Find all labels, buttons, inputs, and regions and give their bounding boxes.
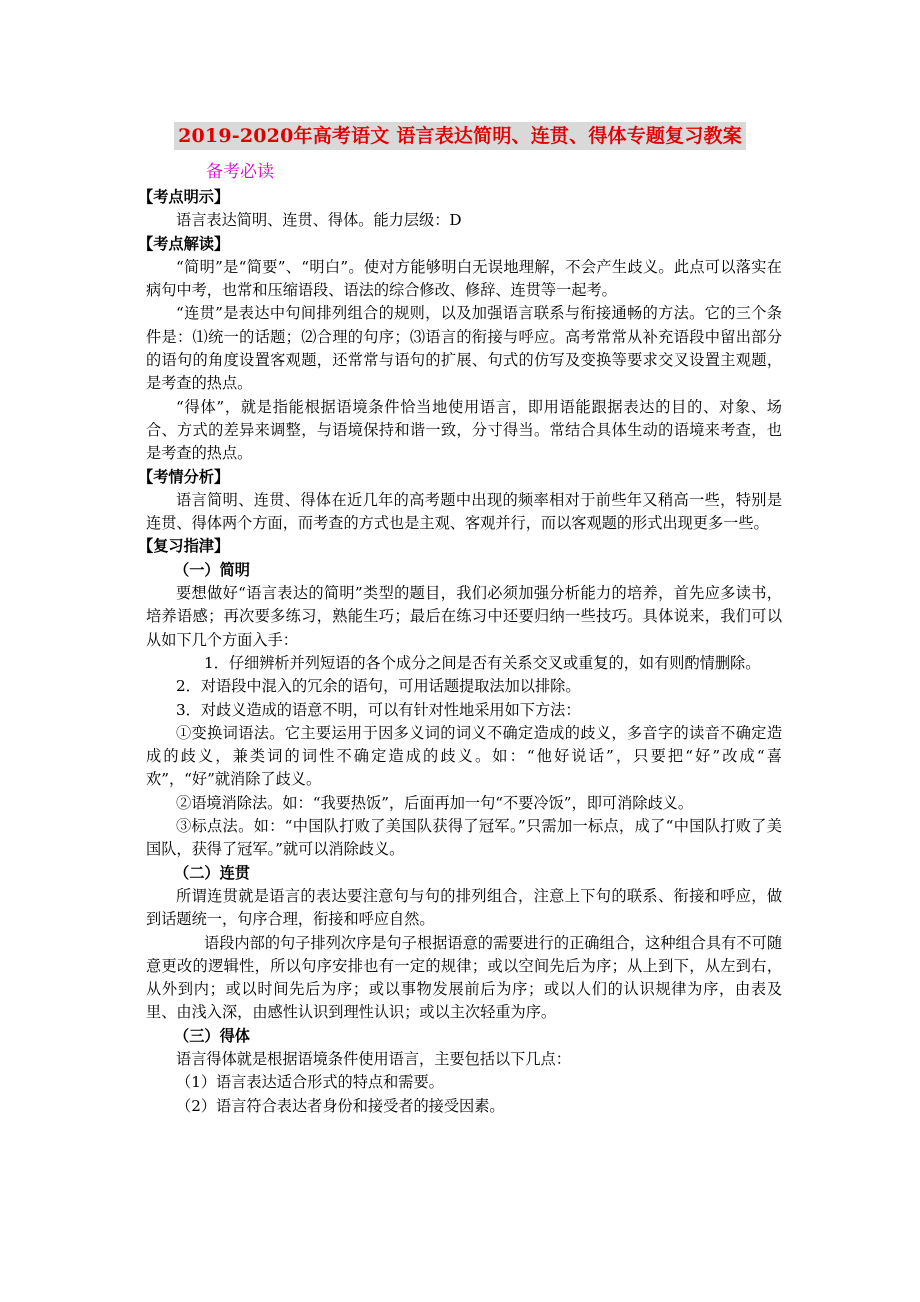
method-item: ③标点法。如：“中国队打败了美国队获得了冠军。”只需加一标点，成了“中国队打败了美国队，获得了冠军。”就可以消除歧义。 xyxy=(146,817,782,859)
title-block xyxy=(0,122,920,150)
heading-kaodian-mingshi: 【考点明示】 xyxy=(138,188,230,206)
paragraph: “简明”是“简要”、“明白”。使对方能够明白无误地理解，不会产生歧义。此点可以落实在病句中考，也常和压缩语段、语法的综合修改、修辞、连贯等一起考。 xyxy=(146,257,782,300)
heading-kaoqing-fenxi: 【考情分析】 xyxy=(138,467,230,486)
subtitle: 备考必读 xyxy=(206,162,274,182)
heading-fuxi-zhilv: 【复习指津】 xyxy=(138,537,230,556)
paragraph: 语言简明、连贯、得体在近几年的高考题中出现的频率相对于前些年又稍高一些，特别是连贯、得体两个方面，而考查的方式也是主观、客观并行，而以客观题的形式出现更多一些。 xyxy=(146,490,782,533)
list-item: 3．对歧义造成的语意不明，可以有针对性地采用如下方法： xyxy=(176,700,581,719)
paragraph: 所谓连贯就是语言的表达要注意句与句的排列组合，注意上下句的联系、衔接和呼应，做到话题统一，句序合理，衔接和呼应自然。 xyxy=(146,886,782,929)
paragraph: 语言表达简明、连贯、得体。能力层级：D xyxy=(176,211,462,230)
subheading-deti: （三）得体 xyxy=(174,1026,250,1045)
paragraph: 语段内部的句子排列次序是句子根据语意的需要进行的正确组合，这种组合具有不可随意更改的逻辑性，所以句序安排也有一定的规律；或以空间先后为序；从上到下，从左到右，从外到内；或以时间先后为序；或以事物发展前后为序；或以人们的认识规律为序，由表及里、由浅入深，由感性认识到理性认识；或以主次轻重为序。 xyxy=(146,933,782,1022)
method-item: ②语境消除法。如：“我要热饭”，后面再加一句“不要冷饭”，即可消除歧义。 xyxy=(176,793,694,812)
subheading-jianming: （一）简明 xyxy=(174,560,250,579)
list-item: 1．仔细辨析并列短语的各个成分之间是否有关系交叉或重复的，如有则酌情删除。 xyxy=(204,653,761,672)
paragraph: “连贯”是表达中句间排列组合的规则，以及加强语言联系与衔接通畅的方法。它的三个条件是：⑴统一的话题；⑵合理的句序；⑶语言的衔接与呼应。高考常常从补充语段中留出部分的语句的角度设置客观题，还常常与语句的扩展、句式的仿写及变换等要求交叉设置主观题，是考查的热点。 xyxy=(146,304,782,393)
list-item: （1）语言表达适合形式的特点和需要。 xyxy=(176,1073,444,1092)
document-body xyxy=(138,186,782,1118)
document-title: 2019-2020年高考语文 语言表达简明、连贯、得体专题复习教案 xyxy=(174,122,746,150)
paragraph: 要想做好“语言表达的简明”类型的题目，我们必须加强分析能力的培养，首先应多读书，培养语感；再次要多练习，熟能生巧；最后在练习中还要归纳一些技巧。具体说来，我们可以从如下几个方面入手： xyxy=(146,584,782,649)
list-item: 2．对语段中混入的冗余的语句，可用话题提取法加以排除。 xyxy=(176,677,581,696)
list-item: （2）语言符合表达者身份和接受者的接受因素。 xyxy=(176,1096,505,1115)
heading-kaodian-jiedu: 【考点解读】 xyxy=(138,234,230,253)
subheading-liangua: （二）连贯 xyxy=(174,863,250,882)
paragraph: “得体”，就是指能根据语境条件恰当地使用语言，即用语能跟据表达的目的、对象、场合、方式的差异来调整，与语境保持和谐一致，分寸得当。常结合具体生动的语境来考查，也是考查的热点。 xyxy=(146,397,782,463)
method-item: ①变换词语法。它主要运用于因多义词的词义不确定造成的歧义，多音字的读音不确定造成的歧义，兼类词的词性不确定造成的歧义。如：“他好说话”，只要把“好”改成“喜欢”，“好”就消除了歧义。 xyxy=(146,723,782,789)
paragraph: 语言得体就是根据语境条件使用语言，主要包括以下几点： xyxy=(176,1049,571,1068)
